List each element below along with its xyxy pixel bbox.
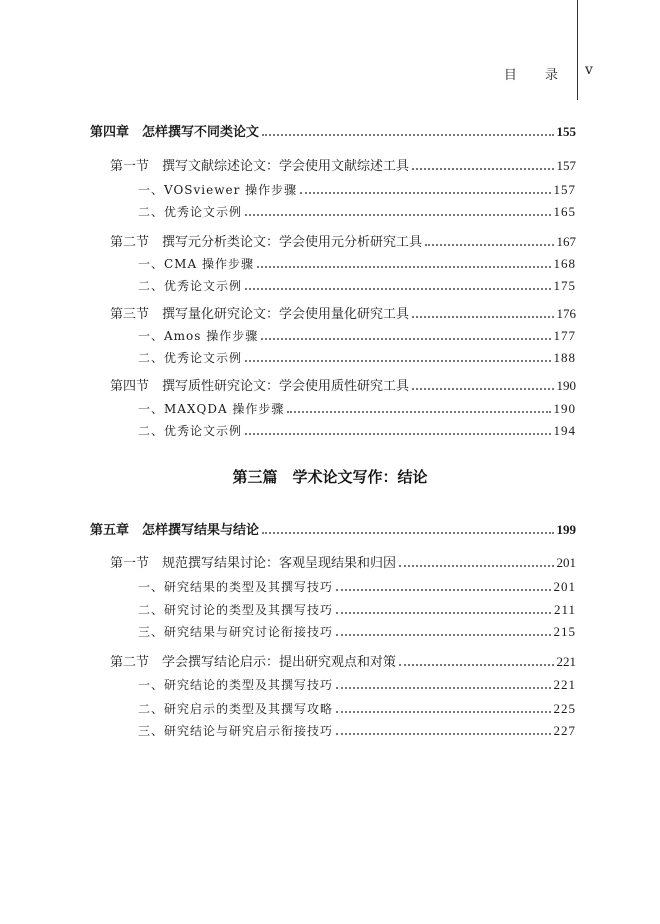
- toc-entry-page-number: 221: [553, 677, 576, 692]
- toc-entry-item: [90, 575, 576, 595]
- toc-leader-dots: [336, 612, 551, 614]
- toc-entry-page-number: 168: [553, 256, 576, 271]
- toc-entry-page-number: 221: [556, 654, 576, 669]
- toc-entry-label: 一、CMA 操作步骤: [138, 257, 254, 271]
- toc-entry-label: 第二节 学会撰写结论启示：提出研究观点和对策: [110, 655, 397, 670]
- toc-entry-section: [90, 302, 576, 322]
- toc-entry-page-number: 165: [553, 204, 576, 219]
- toc-entry-section: [90, 374, 576, 394]
- toc-entry-item: [90, 178, 576, 198]
- toc-leader-dots: [262, 134, 553, 136]
- toc-entry-label: 一、研究结果的类型及其撰写技巧: [138, 580, 334, 594]
- toc-entry-label: 第一节 规范撰写结果讨论：客观呈现结果和归因: [110, 556, 397, 571]
- toc-entry-page-number: 201: [553, 579, 576, 594]
- toc-leader-dots: [245, 433, 550, 435]
- toc-entry-page-number: 211: [553, 602, 576, 617]
- toc-leader-dots: [336, 711, 550, 713]
- toc-entry-page-number: 177: [553, 328, 576, 343]
- toc-entry-section: [90, 230, 576, 250]
- toc-entry-page-number: 201: [556, 555, 576, 570]
- toc-entry-label: 三、研究结论与研究启示衔接技巧: [138, 724, 334, 738]
- toc-entry-section: [90, 551, 576, 571]
- page-number: v: [585, 62, 593, 78]
- toc-leader-dots: [245, 214, 550, 216]
- toc-leader-dots: [300, 192, 550, 194]
- toc-entry-label: 一、VOSviewer 操作步骤: [138, 183, 298, 197]
- toc-entry-label: 二、优秀论文示例: [138, 424, 243, 438]
- toc-leader-dots: [412, 316, 553, 318]
- toc-entry-page-number: 199: [556, 522, 576, 537]
- toc-leader-dots: [336, 687, 550, 689]
- toc-leader-dots: [336, 634, 550, 636]
- part-title: 第三篇 学术论文写作：结论: [232, 468, 428, 486]
- toc-entry-label: 第四节 撰写质性研究论文：学会使用质性研究工具: [110, 379, 410, 394]
- toc-entry-item: [90, 620, 576, 640]
- toc-entry-page-number: 190: [553, 401, 576, 416]
- toc-entry-item: [90, 252, 576, 272]
- toc-leader-dots: [412, 388, 553, 390]
- toc-entry-item: [90, 346, 576, 366]
- toc-entry-section: [90, 650, 576, 670]
- toc-entry-label: 一、Amos 操作步骤: [138, 329, 259, 343]
- toc-entry-item: [90, 200, 576, 220]
- header-vertical-rule: [577, 0, 578, 100]
- toc-leader-dots: [399, 664, 553, 666]
- toc-entry-item: [90, 419, 576, 439]
- toc-entry-page-number: 215: [553, 624, 576, 639]
- toc-entry-label: 二、优秀论文示例: [138, 205, 243, 219]
- toc-leader-dots: [425, 244, 553, 246]
- toc-entry-page-number: 167: [556, 234, 576, 249]
- toc-entry-page-number: 227: [553, 723, 576, 738]
- toc-entry-label: 二、研究讨论的类型及其撰写技巧: [138, 603, 334, 617]
- toc-entry-page-number: 157: [556, 158, 576, 173]
- toc-entry-label: 二、优秀论文示例: [138, 279, 243, 293]
- toc-entry-item: [90, 719, 576, 739]
- toc-entry-page-number: 194: [553, 423, 576, 438]
- toc-entry-page-number: 155: [556, 124, 576, 139]
- toc-entry-label: 一、MAXQDA 操作步骤: [138, 402, 285, 416]
- toc-entry-label: 第四章 怎样撰写不同类论文: [90, 125, 260, 140]
- toc-entry-page-number: 175: [553, 278, 576, 293]
- toc-entry-chapter: [90, 120, 576, 140]
- toc-entry-item: [90, 397, 576, 417]
- toc-leader-dots: [261, 338, 550, 340]
- toc-entry-label: 一、研究结论的类型及其撰写技巧: [138, 678, 334, 692]
- toc-entry-page-number: 176: [556, 306, 576, 321]
- toc-leader-dots: [287, 411, 550, 413]
- toc-entry-label: 第五章 怎样撰写结果与结论: [90, 523, 260, 538]
- toc-entry-page-number: 157: [553, 182, 576, 197]
- toc-entry-item: [90, 324, 576, 344]
- running-header-title: 目 录: [503, 68, 570, 83]
- toc-entry-chapter: [90, 518, 576, 538]
- toc-leader-dots: [336, 733, 550, 735]
- toc-entry-item: [90, 697, 576, 717]
- toc-leader-dots: [262, 532, 553, 534]
- toc-entry-item: [90, 274, 576, 294]
- toc-entry-label: 三、研究结果与研究讨论衔接技巧: [138, 625, 334, 639]
- toc-leader-dots: [245, 288, 550, 290]
- toc-entry-page-number: 225: [553, 701, 576, 716]
- toc-leader-dots: [257, 266, 551, 268]
- toc-entry-page-number: 190: [556, 378, 576, 393]
- toc-entry-item: [90, 673, 576, 693]
- toc-leader-dots: [336, 589, 550, 591]
- toc-leader-dots: [399, 565, 553, 567]
- toc-entry-item: [90, 598, 576, 618]
- toc-entry-label: 第三节 撰写量化研究论文：学会使用量化研究工具: [110, 307, 410, 322]
- toc-entry-label: 第二节 撰写元分析类论文：学会使用元分析研究工具: [110, 235, 423, 250]
- toc-leader-dots: [412, 168, 553, 170]
- toc-entry-section: [90, 154, 576, 174]
- toc-entry-label: 第一节 撰写文献综述论文：学会使用文献综述工具: [110, 159, 410, 174]
- toc-entry-label: 二、研究启示的类型及其撰写攻略: [138, 702, 334, 716]
- toc-entry-page-number: 188: [553, 350, 576, 365]
- toc-entry-label: 二、优秀论文示例: [138, 351, 243, 365]
- toc-leader-dots: [245, 360, 550, 362]
